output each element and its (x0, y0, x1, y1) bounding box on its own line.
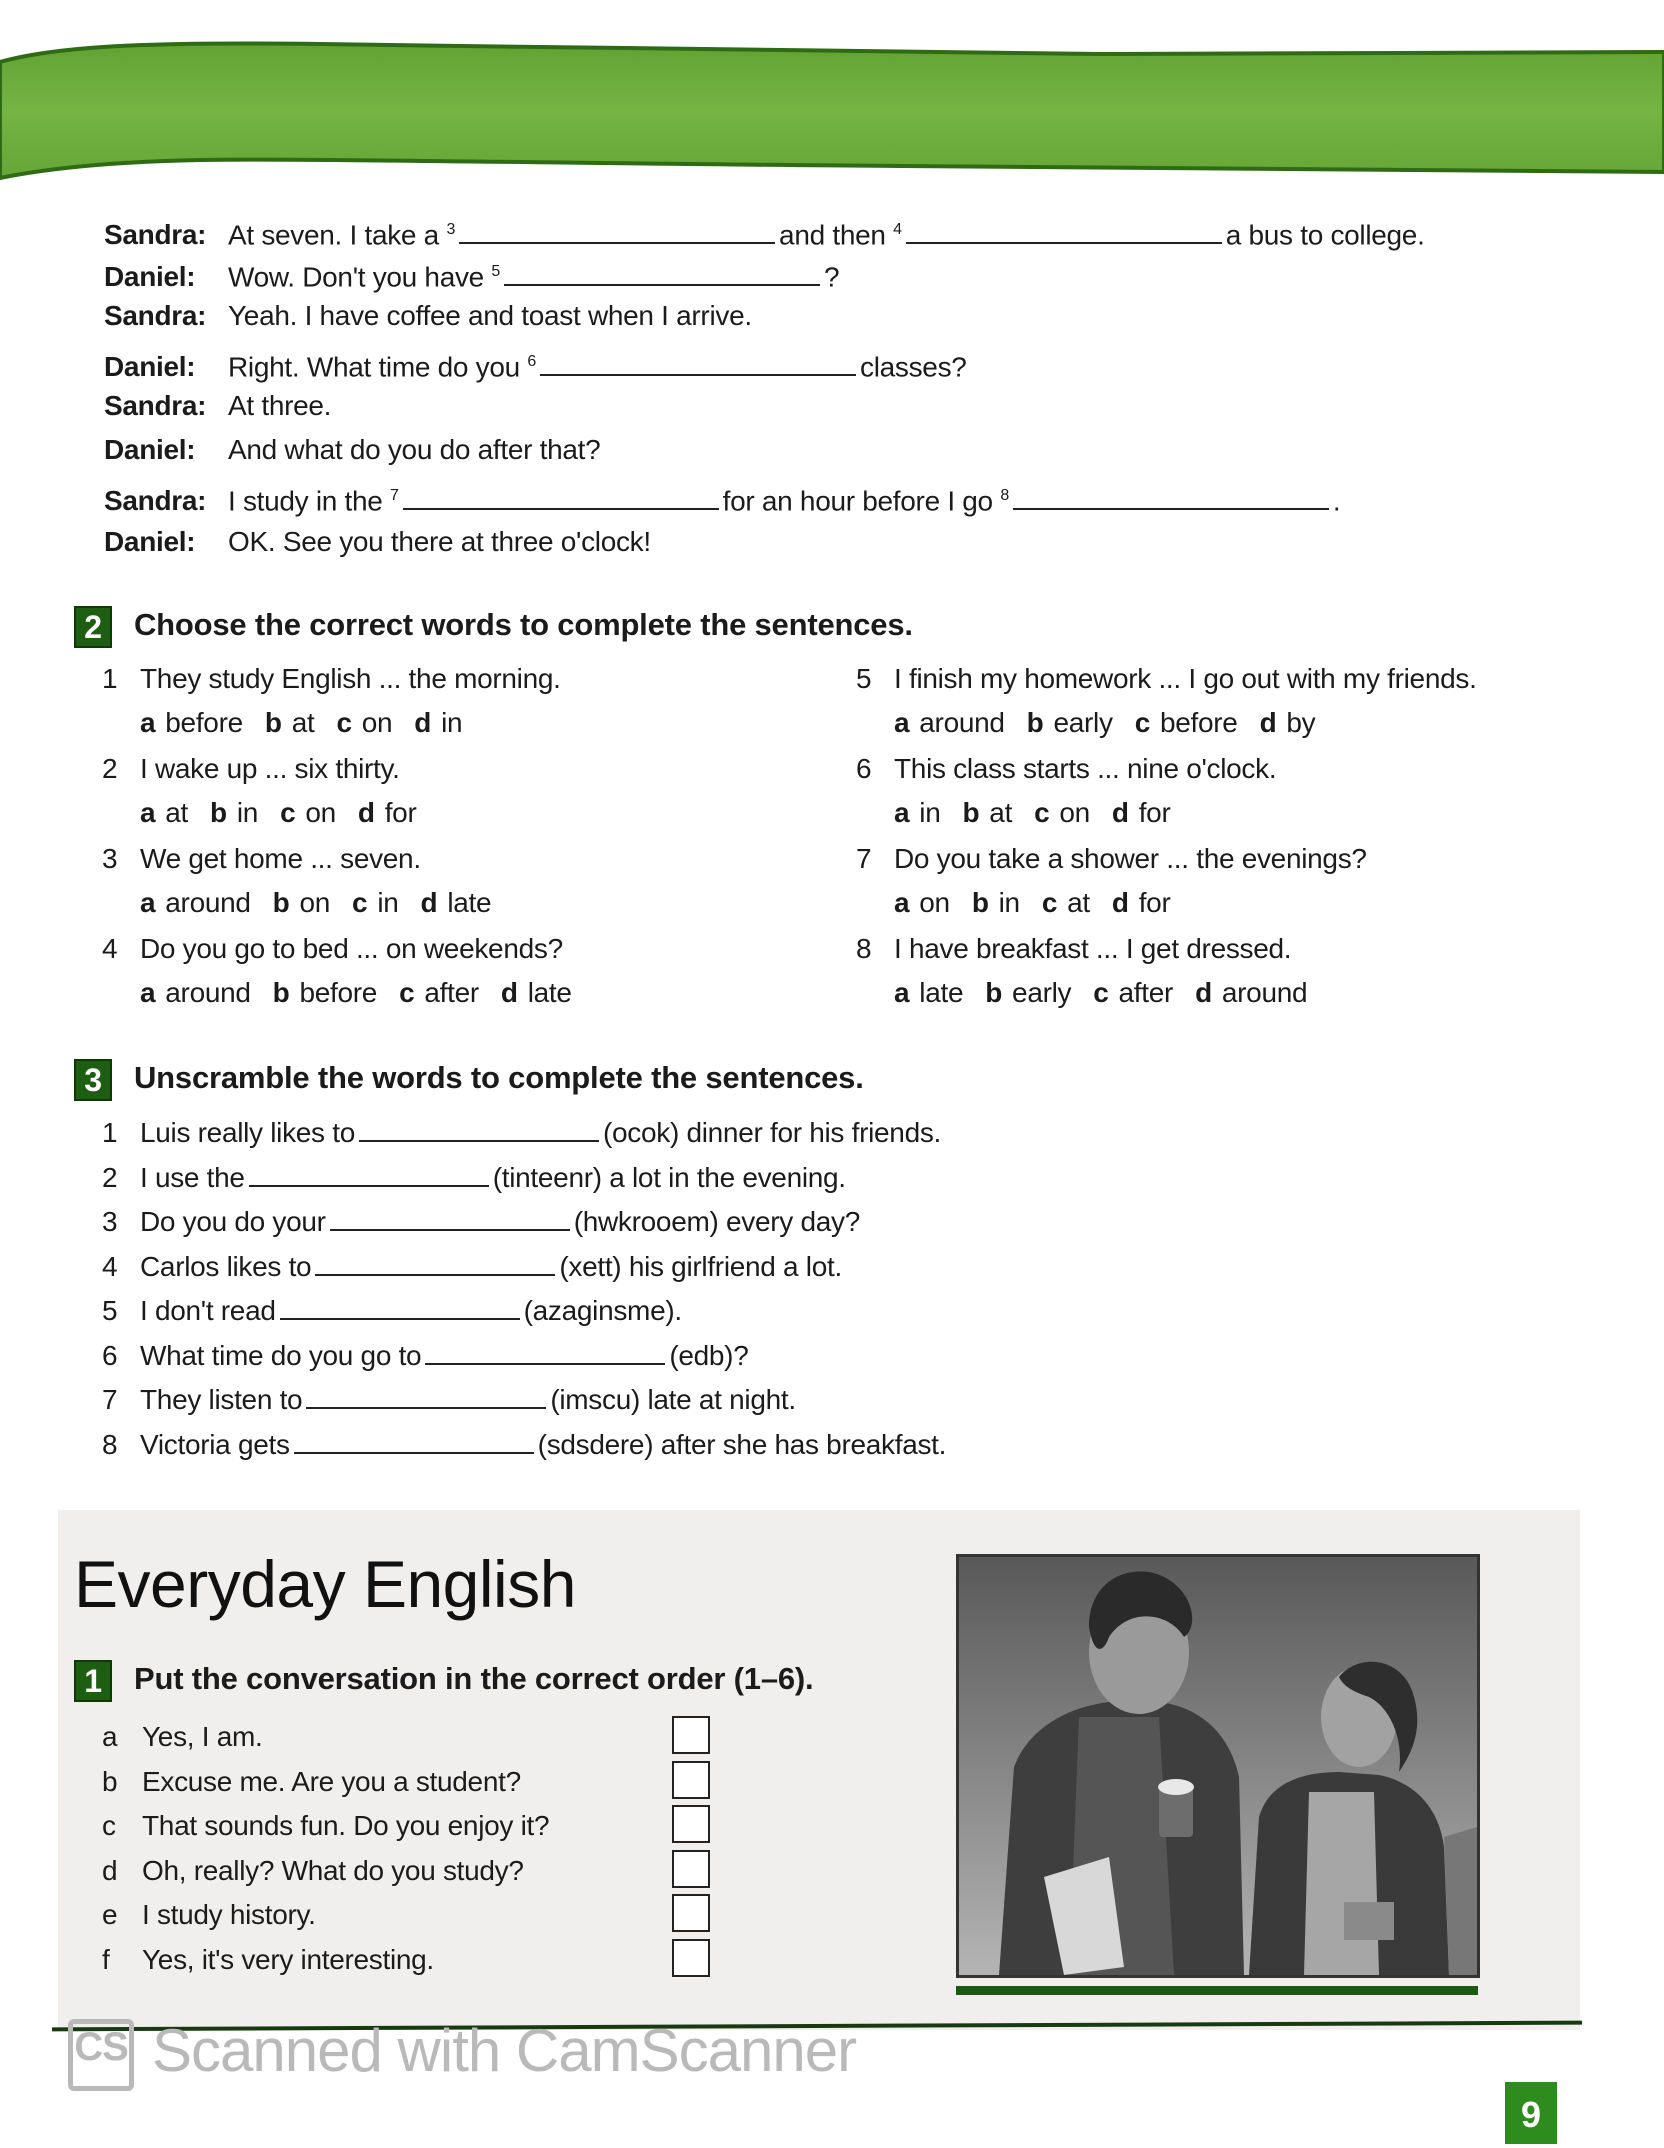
speaker: Sandra: (104, 485, 207, 517)
dialogue-line: Daniel: OK. See you there at three o'clock! (104, 524, 651, 560)
option-letter: c (336, 707, 352, 738)
order-answer-box[interactable] (672, 1716, 710, 1754)
option-letter: a (894, 887, 910, 918)
camscanner-logo-icon: CS (68, 2019, 134, 2091)
option-letter: b (985, 977, 1003, 1008)
answer-option[interactable] (265, 706, 315, 740)
answer-option[interactable] (140, 886, 251, 920)
line-text: I study history. (142, 1899, 316, 1930)
exercise-title: Unscramble the words to complete the sentences. (134, 1060, 864, 1096)
unscramble-item (102, 1250, 842, 1284)
question-text: This class starts ... nine o'clock. (894, 753, 1277, 784)
conversation-line (102, 1943, 434, 1977)
answer-blank[interactable] (504, 260, 820, 286)
unscramble-item (102, 1383, 796, 1417)
unscramble-item (102, 1339, 748, 1373)
question-item (102, 842, 421, 876)
line-letter: b (102, 1765, 118, 1797)
question-text: We get home ... seven. (140, 843, 421, 874)
sentence-start: I use the (140, 1161, 245, 1193)
option-text: at (165, 797, 189, 828)
option-text: around (919, 707, 1005, 738)
option-text: before (299, 977, 378, 1008)
line-text: Excuse me. Are you a student? (142, 1765, 521, 1797)
option-letter: b (971, 887, 989, 918)
option-letter: a (894, 707, 910, 738)
question-item (856, 842, 1367, 876)
question-text: Do you go to bed ... on weekends? (140, 933, 563, 964)
line-letter: f (102, 1943, 110, 1975)
answer-option[interactable] (1042, 886, 1090, 920)
answer-blank[interactable] (1013, 484, 1329, 510)
scrambled-hint: (edb)? (669, 1339, 749, 1371)
conversation-line (102, 1898, 316, 1932)
option-text: late (447, 887, 492, 918)
sentence-start: Victoria gets (140, 1428, 290, 1460)
answer-options (894, 706, 1337, 740)
option-text: in (377, 887, 399, 918)
question-number: 7 (856, 843, 872, 874)
question-number: 8 (102, 1428, 118, 1460)
answer-option[interactable] (501, 976, 572, 1010)
answer-blank[interactable] (280, 1294, 520, 1320)
camscanner-watermark (68, 2016, 856, 2091)
scrambled-hint: (ocok) (602, 1117, 679, 1148)
sentence-start: Do you do your (140, 1206, 326, 1237)
answer-option[interactable] (894, 976, 963, 1010)
scrambled-hint: (tinteenr) (492, 1161, 602, 1193)
question-number: 4 (102, 933, 118, 964)
scrambled-hint: (sdsdere) (537, 1428, 654, 1460)
answer-option[interactable] (894, 886, 950, 920)
exercise-number-badge: 3 (74, 1059, 112, 1101)
option-letter: d (500, 977, 518, 1008)
answer-options (894, 886, 1192, 920)
order-answer-box[interactable] (672, 1761, 710, 1799)
watermark-text: Scanned with CamScanner (152, 2017, 857, 2084)
option-text: for (1138, 887, 1171, 918)
answer-option[interactable] (1112, 886, 1171, 920)
option-text: before (1159, 707, 1238, 738)
unscramble-item (102, 1116, 941, 1150)
question-number: 1 (102, 663, 118, 694)
option-text: late (919, 977, 964, 1008)
question-number: 4 (102, 1250, 118, 1282)
answer-option[interactable] (1135, 706, 1238, 740)
answer-blank[interactable] (359, 1116, 599, 1142)
answer-blank[interactable] (330, 1205, 570, 1231)
option-text: on (361, 707, 393, 738)
question-text: They study English ... the morning. (140, 663, 561, 694)
option-letter: d (1259, 707, 1277, 738)
sentence-end: every day? (726, 1206, 860, 1237)
line-text: Yes, I am. (142, 1721, 263, 1752)
option-letter: b (264, 707, 282, 738)
answer-option[interactable] (894, 796, 940, 830)
option-text: for (384, 797, 417, 828)
option-text: around (1221, 977, 1308, 1008)
option-letter: d (357, 797, 375, 828)
option-text: after (424, 977, 479, 1008)
conversation-line (102, 1854, 524, 1888)
everyday-exercise-1-heading (74, 1660, 813, 1702)
option-letter: a (140, 797, 156, 828)
exercise-number-badge: 2 (74, 606, 112, 648)
exercise-number-badge: 1 (74, 1660, 112, 1702)
option-text: in (441, 707, 463, 738)
option-letter: b (962, 797, 980, 828)
answer-option[interactable] (273, 976, 377, 1010)
sentence-end: a lot in the evening. (609, 1161, 846, 1193)
photo-caption-bar (956, 1986, 1478, 1995)
answer-options (140, 796, 438, 830)
question-number: 6 (856, 753, 872, 784)
answer-option[interactable] (140, 976, 251, 1010)
dialogue-line: Daniel: Right. What time do you $^6$ classes? (104, 344, 967, 385)
option-text: at (291, 707, 315, 738)
answer-option[interactable] (985, 976, 1071, 1010)
option-text: before (165, 707, 243, 738)
scrambled-hint: (hwkrooem) (573, 1206, 719, 1237)
speaker: Sandra: (104, 219, 207, 251)
line-letter: c (102, 1810, 116, 1841)
option-text: at (989, 797, 1013, 828)
answer-options (140, 976, 594, 1010)
option-text: on (1059, 797, 1090, 828)
answer-blank[interactable] (403, 484, 719, 510)
answer-option[interactable] (358, 796, 417, 830)
option-text: in (919, 797, 941, 828)
option-letter: c (280, 797, 296, 828)
question-text: I wake up ... six thirty. (140, 753, 400, 784)
dialogue-line: Daniel: Wow. Don't you have $^5$ ? (104, 254, 839, 295)
option-letter: d (414, 707, 432, 738)
option-letter: b (210, 797, 227, 828)
option-letter: d (420, 887, 438, 918)
sentence-end: dinner for his friends. (686, 1117, 942, 1148)
order-answer-box[interactable] (672, 1850, 710, 1888)
answer-blank[interactable] (540, 350, 856, 376)
question-item (856, 662, 1477, 696)
sentence-end: late at night. (647, 1384, 796, 1415)
option-text: in (998, 887, 1020, 918)
answer-blank[interactable] (459, 218, 775, 244)
question-number: 5 (102, 1295, 118, 1326)
line-letter: e (102, 1899, 118, 1930)
question-number: 5 (856, 663, 872, 694)
answer-option[interactable] (972, 886, 1020, 920)
answer-blank[interactable] (294, 1428, 534, 1454)
question-number: 3 (102, 1206, 118, 1237)
conversation-line (102, 1720, 262, 1754)
question-number: 7 (102, 1384, 118, 1415)
answer-option[interactable] (210, 796, 258, 830)
option-text: at (1067, 887, 1090, 918)
option-letter: c (1034, 797, 1050, 828)
dialogue-line: Sandra: Yeah. I have coffee and toast when I arrive. (104, 298, 752, 334)
option-letter: d (1111, 887, 1129, 918)
answer-option[interactable] (1034, 796, 1090, 830)
page-number: 9 (1505, 2082, 1557, 2144)
option-letter: c (352, 887, 368, 918)
question-item (102, 932, 563, 966)
answer-option[interactable] (962, 796, 1012, 830)
answer-option[interactable] (140, 796, 188, 830)
answer-options (894, 976, 1329, 1010)
exercise-title: Put the conversation in the correct order (1–6). (134, 1661, 814, 1697)
conversation-line (102, 1809, 549, 1843)
question-item (102, 662, 561, 696)
unscramble-item (102, 1428, 946, 1462)
answer-option[interactable] (336, 706, 392, 740)
dialogue-line: Sandra: At seven. I take a $^3$ and then $^4$ a bus to college. (104, 212, 1425, 253)
answer-option[interactable] (273, 886, 330, 920)
answer-blank[interactable] (906, 218, 1222, 244)
dialogue-line: Sandra: At three. (104, 388, 331, 424)
option-letter: a (140, 707, 156, 738)
question-item (856, 752, 1276, 786)
sentence-end: his girlfriend a lot. (628, 1250, 842, 1282)
scrambled-hint: (imscu) (550, 1384, 640, 1415)
speaker: Daniel: (104, 351, 196, 383)
scrambled-hint: (azaginsme). (523, 1295, 682, 1326)
speaker: Daniel: (104, 261, 196, 293)
answer-blank[interactable] (315, 1250, 555, 1276)
question-number: 1 (102, 1117, 118, 1148)
sentence-start: Luis really likes to (140, 1117, 355, 1148)
option-text: late (527, 977, 572, 1008)
exercise-title: Choose the correct words to complete the sentences. (134, 607, 913, 643)
option-letter: c (1093, 977, 1109, 1008)
answer-option[interactable] (1112, 796, 1171, 830)
option-letter: a (140, 887, 156, 918)
answer-option[interactable] (1027, 706, 1113, 740)
section-title: Everyday English (74, 1547, 576, 1621)
option-letter: b (272, 887, 290, 918)
option-text: on (305, 797, 336, 828)
photo-illustration (959, 1557, 1477, 1975)
order-answer-box[interactable] (672, 1939, 710, 1977)
answer-blank[interactable] (306, 1383, 546, 1409)
option-letter: a (140, 977, 156, 1008)
exercise-2-heading (74, 606, 913, 648)
dialogue-line: Sandra: I study in the $^7$ for an hour before I go $^8$ . (104, 478, 1340, 519)
question-number: 2 (102, 1161, 118, 1193)
option-text: around (165, 887, 251, 918)
answer-options (140, 886, 513, 920)
option-text: early (1012, 977, 1072, 1008)
unscramble-item (102, 1294, 682, 1328)
question-item (102, 752, 400, 786)
speaker: Sandra: (104, 390, 207, 421)
speaker: Sandra: (104, 300, 207, 331)
question-text: I have breakfast ... I get dressed. (894, 933, 1292, 964)
option-letter: b (1026, 707, 1044, 738)
header-banner (0, 0, 1664, 200)
option-text: on (919, 887, 950, 918)
line-letter: d (102, 1854, 118, 1886)
sentence-start: Carlos likes to (140, 1250, 312, 1282)
sentence-end: after she has breakfast. (660, 1428, 947, 1460)
order-answer-box[interactable] (672, 1894, 710, 1932)
sentence-start: I don't read (140, 1295, 276, 1326)
unscramble-item (102, 1161, 846, 1195)
question-number: 3 (102, 843, 118, 874)
answer-option[interactable] (399, 976, 479, 1010)
question-item (856, 932, 1291, 966)
option-letter: a (894, 797, 910, 828)
question-number: 6 (102, 1339, 118, 1371)
option-text: in (236, 797, 259, 828)
scrambled-hint: (xett) (559, 1250, 622, 1282)
answer-option[interactable] (894, 706, 1005, 740)
answer-options (894, 796, 1192, 830)
sentence-start: What time do you go to (140, 1339, 422, 1371)
option-letter: c (399, 977, 415, 1008)
option-text: around (165, 977, 251, 1008)
option-letter: d (1111, 797, 1129, 828)
option-letter: d (1195, 977, 1212, 1008)
sentence-start: They listen to (140, 1384, 303, 1415)
line-text: That sounds fun. Do you enjoy it? (142, 1810, 550, 1841)
unscramble-item (102, 1205, 860, 1239)
option-text: for (1138, 797, 1171, 828)
question-number: 2 (102, 753, 118, 784)
answer-option[interactable] (1195, 976, 1307, 1010)
line-text: Yes, it's very interesting. (142, 1943, 434, 1975)
option-text: after (1118, 977, 1174, 1008)
option-text: by (1286, 707, 1316, 738)
option-letter: a (894, 977, 910, 1008)
option-text: early (1053, 707, 1113, 738)
question-text: Do you take a shower ... the evenings? (894, 843, 1367, 874)
speaker: Daniel: (104, 434, 196, 465)
question-text: I finish my homework ... I go out with my friends. (894, 663, 1477, 694)
answer-option[interactable] (280, 796, 336, 830)
answer-options (140, 706, 484, 740)
dialogue-line: Daniel: And what do you do after that? (104, 432, 600, 468)
option-letter: b (272, 977, 290, 1008)
exercise-3-heading (74, 1059, 864, 1101)
answer-option[interactable] (1260, 706, 1316, 740)
students-photo (956, 1554, 1480, 1978)
answer-option[interactable] (352, 886, 398, 920)
speaker: Daniel: (104, 526, 196, 557)
line-text: Oh, really? What do you study? (142, 1854, 524, 1886)
option-letter: c (1134, 707, 1150, 738)
order-answer-box[interactable] (672, 1805, 710, 1843)
answer-blank[interactable] (249, 1161, 489, 1187)
answer-option[interactable] (1093, 976, 1173, 1010)
conversation-line (102, 1765, 521, 1799)
option-text: on (299, 887, 331, 918)
answer-option[interactable] (140, 706, 243, 740)
answer-blank[interactable] (425, 1339, 665, 1365)
answer-option[interactable] (421, 886, 492, 920)
option-letter: c (1041, 887, 1058, 918)
line-letter: a (102, 1721, 118, 1752)
answer-option[interactable] (414, 706, 462, 740)
question-number: 8 (856, 933, 872, 964)
